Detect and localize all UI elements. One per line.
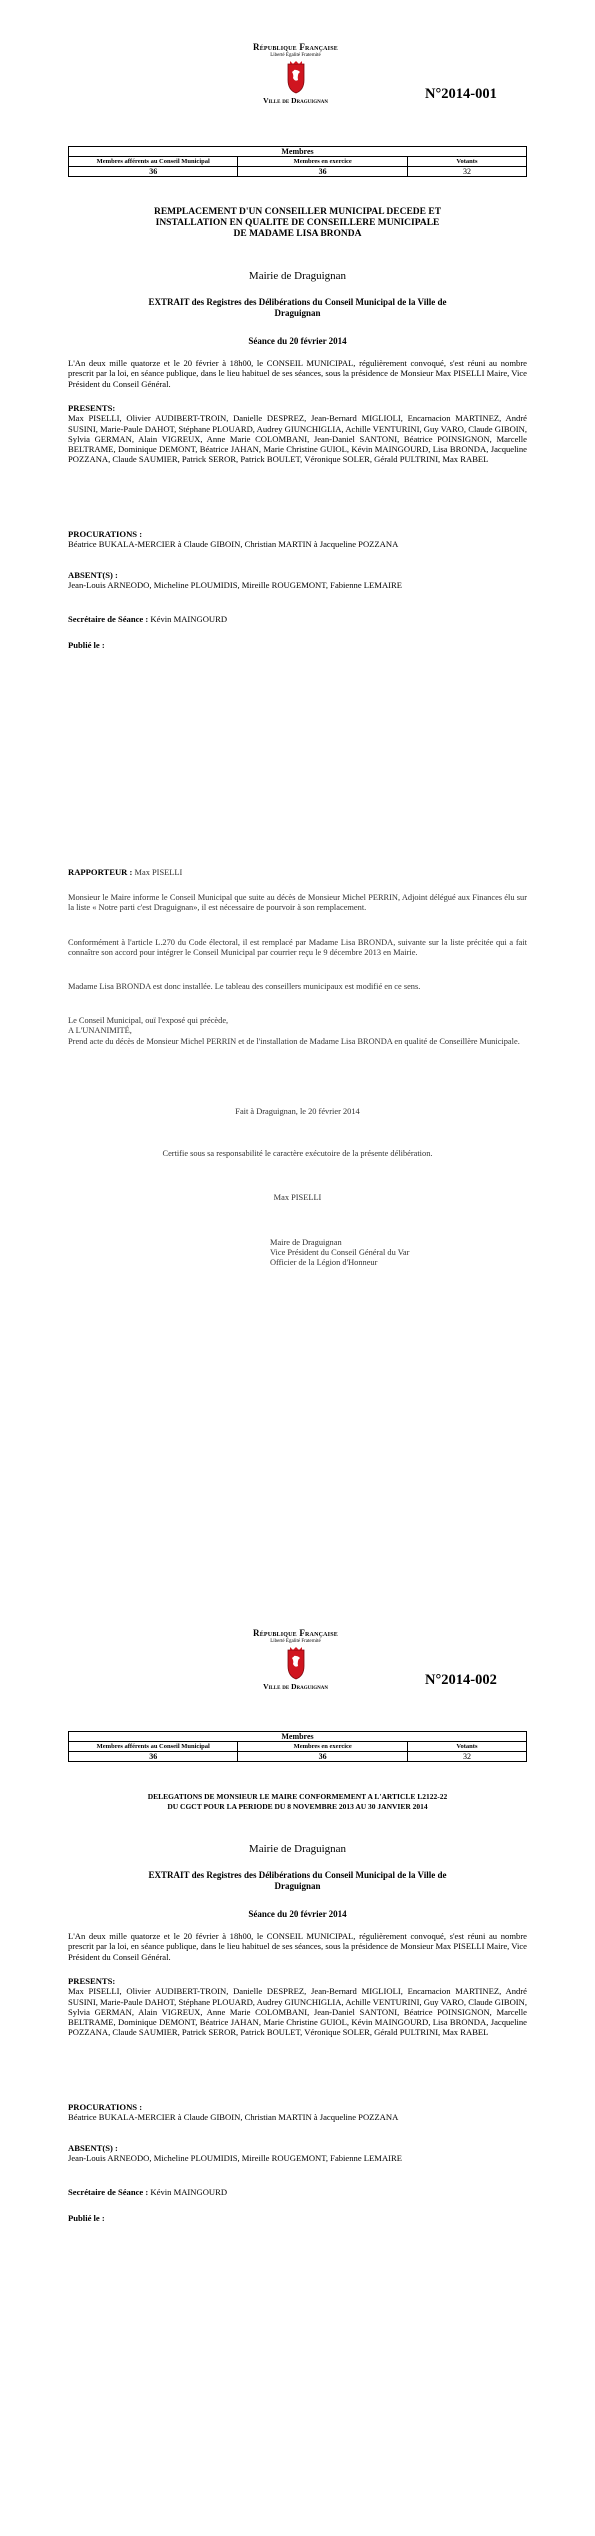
procurations-section xyxy=(68,2102,527,2123)
procurations-label: PROCURATIONS : xyxy=(68,529,143,539)
deliberation-title xyxy=(70,1792,525,1811)
mairie-heading: Mairie de Draguignan xyxy=(248,1843,347,1855)
secretaire-name: Kévin MAINGOURD xyxy=(150,2187,228,2197)
absents-label: ABSENT(S) : xyxy=(68,570,118,580)
members-caption: Membres xyxy=(69,147,527,157)
members-value: 36 xyxy=(69,167,238,177)
members-header: Votants xyxy=(407,157,526,167)
title-line: REMPLACEMENT D'UN CONSEILLER MUNICIPAL DECEDE ET xyxy=(153,207,442,217)
motto: Liberté Égalité Fraternité xyxy=(270,1639,321,1644)
decision-line: Prend acte du décès de Monsieur Michel PERRIN et de l'installation de Madame Lisa BRONDA en qualité de Conseillère Municipale. xyxy=(68,1036,520,1046)
body-paragraph: Madame Lisa BRONDA est donc installée. Le tableau des conseillers municipaux est modifié en ce sens. xyxy=(68,982,421,991)
republique-label: République Française xyxy=(253,42,338,52)
body-paragraph: Conformément à l'article L.270 du Code électoral, il est remplacé par Madame Lisa BRONDA, suivante sur la liste précitée qui a fait connaître son accord pour intégrer le Conseil Municipal par courrier reçu le 9 décembre 2013 en Mairie. xyxy=(68,938,527,958)
members-value: 32 xyxy=(407,1752,526,1762)
extrait-line: EXTRAIT des Registres des Délibérations du Conseil Municipal de la Ville de xyxy=(148,297,447,307)
presents-list: Max PISELLI, Olivier AUDIBERT-TROIN, Danielle DESPREZ, Jean-Bernard MIGLIOLI, Encarnacion MARTINEZ, André SUSINI, Marie-Paule DAHOT, Stéphane PLOUARD, Audrey GIUNCHIGLIA, Achille VENTURINI, Guy VARO, Claude GIBOIN, Sylvia GERMAN, Alain VIGREUX, Anne Marie COLOMBANI, Jean-Daniel SANTONI, Béatrice POINSIGNON, Marcelle BELTRAME, Dominique DEMONT, Béatrice JAHAN, Marie Christine GUIOL, Kévin MAINGOURD, Lisa BRONDA, Jacqueline POZZANA, Claude SAUMIER, Patrick SEROR, Patrick BOULET, Véronique SOLER, Gérald PULTRINI, Max RABEL xyxy=(68,1986,527,2038)
publie-label: Publié le : xyxy=(68,640,105,650)
members-header: Votants xyxy=(407,1742,526,1752)
members-table xyxy=(68,1731,527,1762)
publie-label: Publié le : xyxy=(68,2213,105,2223)
members-value: 32 xyxy=(407,167,526,177)
title-line: Maire de Draguignan xyxy=(270,1238,342,1247)
members-header: Membres afférents au Conseil Municipal xyxy=(69,157,238,167)
members-value: 36 xyxy=(238,1752,407,1762)
decision-line: A L'UNANIMITÉ, xyxy=(68,1026,132,1036)
absents-section xyxy=(68,2143,527,2164)
extrait-heading xyxy=(100,1870,495,1892)
presents-label: PRESENTS: xyxy=(68,1976,116,1986)
page2-header xyxy=(228,1628,363,1691)
members-caption: Membres xyxy=(69,1732,527,1742)
extrait-line: Draguignan xyxy=(274,1881,321,1891)
secretaire-section xyxy=(68,2187,527,2197)
title-line: DELEGATIONS DE MONSIEUR LE MAIRE CONFORMEMENT A L'ARTICLE L2122-22 xyxy=(147,1792,448,1801)
decision-line: Le Conseil Municipal, ouï l'exposé qui précède, xyxy=(68,1016,229,1025)
procurations-list: Béatrice BUKALA-MERCIER à Claude GIBOIN, Christian MARTIN à Jacqueline POZZANA xyxy=(68,2112,399,2123)
mairie-heading: Mairie de Draguignan xyxy=(248,270,347,282)
title-line: Vice Président du Conseil Général du Var xyxy=(270,1248,410,1257)
absents-label: ABSENT(S) : xyxy=(68,2143,118,2153)
intro-paragraph: L'An deux mille quatorze et le 20 février à 18h00, le CONSEIL MUNICIPAL, régulièrement convoqué, s'est réuni au nombre prescrit par la loi, en séance publique, dans le lieu habituel de ses séances, sous la présidence de Monsieur Max PISELLI Maire, Vice Président du Conseil Général. xyxy=(68,1931,527,1962)
rapporteur-label: RAPPORTEUR : xyxy=(68,867,133,877)
members-value: 36 xyxy=(69,1752,238,1762)
absents-section xyxy=(68,570,527,591)
extrait-line: Draguignan xyxy=(274,308,321,318)
rapporteur-name: Max PISELLI xyxy=(134,868,183,877)
title-line: DU CGCT POUR LA PERIODE DU 8 NOVEMBRE 2013 AU 30 JANVIER 2014 xyxy=(167,1801,428,1811)
certifie-line: Certifie sous sa responsabilité le caractère exécutoire de la présente délibération. xyxy=(162,1149,433,1158)
title-line: Officier de la Légion d'Honneur xyxy=(270,1258,378,1267)
secretaire-section xyxy=(68,614,527,624)
signataire-titles xyxy=(270,1238,409,1268)
intro-paragraph: L'An deux mille quatorze et le 20 février à 18h00, le CONSEIL MUNICIPAL, régulièrement convoqué, s'est réuni au nombre prescrit par la loi, en séance publique, dans le lieu habituel de ses séances, sous la présidence de Monsieur Max PISELLI Maire, Vice Président du Conseil Général. xyxy=(68,358,527,389)
draguignan-crest-icon xyxy=(285,1646,307,1680)
members-value: 36 xyxy=(238,167,407,177)
extrait-line: EXTRAIT des Registres des Délibérations du Conseil Municipal de la Ville de xyxy=(148,1870,447,1880)
republique-label: République Française xyxy=(253,1628,338,1638)
procurations-section xyxy=(68,529,527,550)
title-line: INSTALLATION EN QUALITE DE CONSEILLERE MUNICIPALE xyxy=(155,218,440,228)
body-paragraph: Monsieur le Maire informe le Conseil Municipal que suite au décès de Monsieur Michel PERRIN, Adjoint délégué aux Finances élu sur la liste « Notre parti c'est Draguignan», il est nécessaire de pourvoir à son remplacement. xyxy=(68,893,527,913)
page1-header xyxy=(228,42,363,105)
presents-label: PRESENTS: xyxy=(68,403,116,413)
secretaire-label: Secrétaire de Séance : xyxy=(68,2187,149,2197)
presents-section xyxy=(68,1976,527,2038)
ville-label: Ville de Draguignan xyxy=(263,96,328,105)
absents-list: Jean-Louis ARNEODO, Micheline PLOUMIDIS, Mireille ROUGEMONT, Fabienne LEMAIRE xyxy=(68,580,402,591)
ville-label: Ville de Draguignan xyxy=(263,1682,328,1691)
presents-section xyxy=(68,403,527,465)
presents-list: Max PISELLI, Olivier AUDIBERT-TROIN, Danielle DESPREZ, Jean-Bernard MIGLIOLI, Encarnacion MARTINEZ, André SUSINI, Marie-Paule DAHOT, Stéphane PLOUARD, Audrey GIUNCHIGLIA, Achille VENTURINI, Guy VARO, Claude GIBOIN, Sylvia GERMAN, Alain VIGREUX, Anne Marie COLOMBANI, Jean-Daniel SANTONI, Béatrice POINSIGNON, Marcelle BELTRAME, Dominique DEMONT, Béatrice JAHAN, Marie Christine GUIOL, Kévin MAINGOURD, Lisa BRONDA, Jacqueline POZZANA, Claude SAUMIER, Patrick SEROR, Patrick BOULET, Véronique SOLER, Gérald PULTRINI, Max RABEL xyxy=(68,413,527,465)
draguignan-crest-icon xyxy=(285,60,307,94)
motto: Liberté Égalité Fraternité xyxy=(270,53,321,58)
absents-list: Jean-Louis ARNEODO, Micheline PLOUMIDIS, Mireille ROUGEMONT, Fabienne LEMAIRE xyxy=(68,2153,402,2164)
title-line: DE MADAME LISA BRONDA xyxy=(233,229,362,239)
procurations-list: Béatrice BUKALA-MERCIER à Claude GIBOIN, Christian MARTIN à Jacqueline POZZANA xyxy=(68,539,399,550)
seance-date: Séance du 20 février 2014 xyxy=(248,1909,347,1919)
members-header: Membres afférents au Conseil Municipal xyxy=(69,1742,238,1752)
signataire-name: Max PISELLI xyxy=(273,1193,322,1202)
members-header: Membres en exercice xyxy=(238,157,407,167)
rapporteur-section xyxy=(68,867,527,878)
deliberation-number: N°2014-002 xyxy=(425,1672,497,1688)
decision-block xyxy=(68,1016,527,1047)
secretaire-name: Kévin MAINGOURD xyxy=(150,614,228,624)
extrait-heading xyxy=(100,297,495,319)
members-header: Membres en exercice xyxy=(238,1742,407,1752)
procurations-label: PROCURATIONS : xyxy=(68,2102,143,2112)
secretaire-label: Secrétaire de Séance : xyxy=(68,614,149,624)
deliberation-title xyxy=(70,207,525,240)
fait-a-line: Fait à Draguignan, le 20 février 2014 xyxy=(235,1107,360,1116)
members-table xyxy=(68,146,527,177)
seance-date: Séance du 20 février 2014 xyxy=(248,336,347,346)
deliberation-number: N°2014-001 xyxy=(425,86,497,102)
